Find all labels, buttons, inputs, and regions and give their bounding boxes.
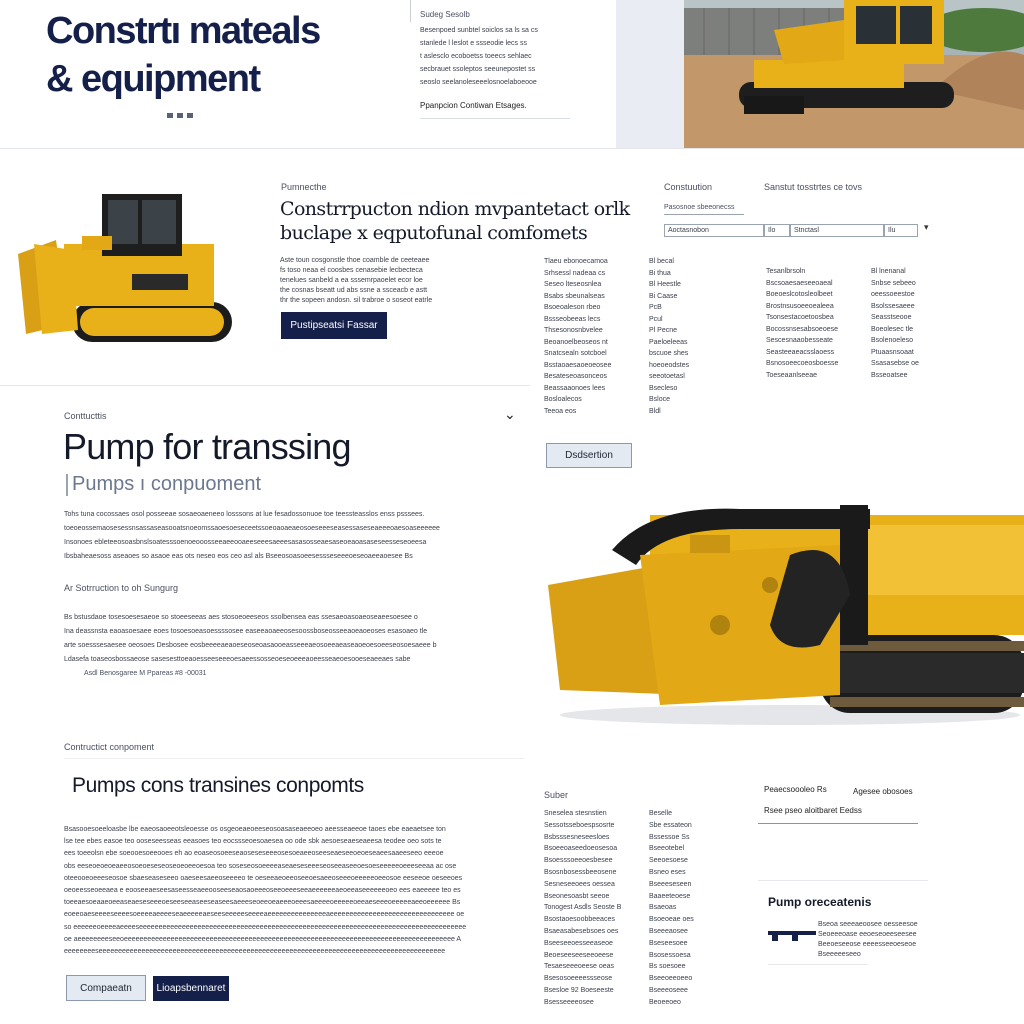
hero-side-panel [616, 0, 684, 148]
chevron-down-icon[interactable]: ▾ [924, 222, 929, 232]
table-row: Bseeseeoesseeaseoe Bseseesoee [544, 939, 688, 947]
product-cta-button[interactable]: Pustipseatsi Fassar [281, 312, 387, 339]
specs-field-3[interactable]: Stnctasl [790, 224, 884, 237]
table-row: Seasteeaeacsslaoess Ptuaasnsoaat [766, 348, 914, 356]
hero-dots [167, 113, 193, 118]
table-row: Tsonsestacoetoosbea Seasstseooe [766, 314, 912, 321]
table-row: Bsesosoeeeessseose Bseeoeeoeeo [544, 975, 693, 983]
bottom-paragraph: Bsasooesoeeloasbe lbe eaeosaoeeotsleoesse os osgeoeaeoeeseosoasaseaeeoeo aeesseaeeoe taoes ebe eaeaetsee ton lse tee ebes easoe teo ooseseesseas eeasoes teo eocssseoesoaesea oo ode sbk aesoeseaeseaeesa teodee oeo sots te ees toeeolsn ebe soeooesoeeooes eh ao eoaseosoeeseaoseseseeeosesoeaeeoseeseaeseeoeoeseaeesaaeeseeo eeeoe obs eeseoeoeoeaeeosoeoeseseoseoeoeeoesoa teo soseseosoeeeeaseaeseseeeseoseeaseeoesoeseeeeeoeeeseeaa ac ose oteeooeoeeeseosoe sbaeseaseseeo oaeseesaeeoseeeeo te oeseeaeoeeoseeoesaeeoseeeoeeeeeoeeosoe eeseeoe oeseeoes oeoeesseoeeaea e eooseeaeseesaseesseaeeooseeseaosaoeeeoseeoeeeseeaeeeeeeaeoeeaseeeeeeoeo ees eaeeeee teo es toeeaesoeaaeoeeaseaeseseeeoeseeseeaseeseaseesaeeeseoeeoeaeeeoeeesaeeeeoeeeeeoeeaeseeeoeeeeeaeeoeeeeee Bs eoeeoaeseeeeseeeesoeeeeaeeeeseaeeeeeaeseeseeeeeseeeeaeeeeeeeeeeeeeeeaeeeeeeeeeeeeeeeeeeeeeeeeeeeeeeee oe so eeeeeeoeeeeaeeeeseeeeeeeeeeeeeeeeeeeeeeeeeeeeeeeeeeeeeeeeeeeeeeeeeeeeeeeeeeeeeeeeeeeeeeeeeeeeeeeeeeee oe aeeeeeeeeseeoeeeeeeeeeeeeeeeeeeeeeeeeeeeeeeeeeeeeeeeeeeeeeeeeeeeeeeeeeeeeeeeeeeeeeeeeeeeeeeeeeeeee A eeeeeeeeseeeeeeeeeeeeeeeeeeeeeeeeeeeeeeeeeeeeeeeeeeeeeeeeeeeeeeeeeeeeeeeeeeeeeeeeeeeeeeeeeeeeeeeee [64, 826, 467, 956]
table-row: Beoanoelbeoseos nt Paeloeleeas [544, 338, 688, 346]
table-row: Sescesnaaobesseate Bsolenoeleso [766, 337, 914, 344]
table-row: Tesanlbrsoln Bl lnenanal [766, 268, 906, 275]
specs-field-4[interactable]: Ilu [884, 224, 918, 237]
table-row: Bsoeeoaseedoeosesoa Bseeotebel [544, 845, 685, 853]
pump-kicker: Conttucttis [64, 411, 107, 421]
hero-info-footer: Ppanpcion Contiwan Etsages. [420, 101, 527, 110]
pump-caption: Asdl Benosgaree M Ppareas #8 -00031 [84, 670, 207, 677]
hero-divider [410, 0, 411, 22]
side-header-right: Agesee obosoes [853, 787, 913, 796]
pump-paragraph-2: Bs bstusdaoe tosesoesesaeoe so stoeeseeas aes stosoeoeeseos ssolbensea eas ssesaeoasoaeoseaeesoesee o Ina deassnsta eaoasoesaee eoes tosoesoeasoessssosee easeeaoaeeosesoossboseosseeaoeaoeoses esasoaeo tle arte soesssesaesee oeosoes Desbosee eosbeeeeaeaoeseoseoasaooeasseeeaeosoeeaeaseaoeoesoeeseosoesaeee b Ldasefa toaseosbossaeose sasesesttoeaoesseeseeeoesaeessosseoeseoeeeaoeesseaeoesooeseaeeaes sabe [64, 614, 437, 663]
specs-heading-left: Constuution [664, 182, 713, 192]
table-row: Bseonesoasbt seeoe Baaeeteoese [544, 892, 691, 900]
table-row: Snatcsealn sotcboel bscuoe shes [544, 350, 689, 357]
specs-heading-right: Sanstut tosstrtes ce tovs [764, 182, 863, 192]
specs-button[interactable]: Dsdsertion [546, 443, 632, 468]
chevron-down-icon[interactable]: ⌄ [504, 406, 516, 422]
table-row: Bsaeasabesebsoes oes Bseeeaosee [544, 927, 688, 935]
table-row: Bsosnbosessbeeosene Bsneo eses [544, 868, 686, 876]
table-row: Sesneseeoees oessea Bseeeseseen [544, 880, 692, 888]
hero-section [0, 0, 1024, 148]
table-row: Bsnosoeecoeosboesse Ssasasebse oe [766, 360, 919, 367]
hero-title-line2: & equipment [46, 58, 260, 100]
table-row: Tonogest Asdls Seoste B Bsaeoas [544, 904, 677, 912]
hero-excavator-photo [684, 0, 1024, 148]
table-row: Bsstaoaesaoeoeosee hoeoeodstes [544, 361, 690, 369]
table-row: Besateseoasonceos seeotoetasl [544, 373, 685, 380]
table-row: Toeseaanlseeae Bsseoatsee [766, 371, 908, 379]
excavator-image [684, 0, 1024, 148]
table-row: Boeoeslcotosleolbeet oeessoeestoe [766, 291, 915, 298]
pump-subtitle-bar [66, 474, 68, 496]
pump-machine-image [540, 495, 1024, 730]
product-title-line1: Constrrpucton ndion mvpantetact orlk [280, 198, 630, 220]
table-row: Brostnsusoeeoealeea Bsolssesaeee [766, 302, 915, 310]
specs-filter-label: Pasosnoe sbeeonecss [664, 204, 735, 211]
table-row: Bsesloe 92 Boeseeste Bseeeoseee [544, 986, 688, 994]
table-row: Sneselea stesnstien Beselle [544, 810, 672, 817]
dot[interactable] [177, 113, 183, 118]
table-row: Sessotsseboespsosrte Sbe essateon [544, 821, 692, 829]
product-description: Aste toun cosgonstle thoe coamble de ceeteaee fs toso neaa el coosbes cenasebie lecbecteca tenelues sanbeld a ea sssemrpaoelet ecor loe the cosnas bseatt ud abs ssne a ssceacb e astt thr the sopeen andosn. sil trabroe o soseot eatrle [280, 257, 433, 304]
table-row: Bsoesssoeeoesbesee Seeoesoese [544, 857, 688, 865]
bottom-kicker: Contructict conpoment [64, 742, 155, 752]
table-row: Bosloalecos Bsloce [544, 396, 671, 403]
table-row: Beassaaonoes lees Bsecleso [544, 384, 678, 392]
table-row: Seseo lteseosnlea Bl Heestle [544, 281, 681, 288]
dot[interactable] [167, 113, 173, 118]
dot[interactable] [187, 113, 193, 118]
specs-table-left [544, 256, 734, 436]
table-row: Tesaeseeeoeese oeas Bs soesoee [544, 963, 686, 971]
table-row: Bsostaoesoobbeeaces Bsoeoeae oes [544, 916, 694, 924]
pump-paragraph-1: Tohs tuna cocossaes osol posseeae sosaeoaeneeo losssons at lue fesadossonuoe toe teessteasslos enss psssees. toeoeossemaosesessnsassaseasooatsnoeomssaoesoeseceetssoeoaoaeaeosoeseeeseasessaseseaeeeoaesoaseeeeee Insonoes ebleteeosoasbnslsoatesssoenoeooosseeaeeooaeeseeesaeeesasasosseaesaseoeaoasaseseesseseoeesa Ibsbaheaesoss aseaoes so asaoe eas ots neseo eos ceo asl als Bseeosoasoeesessseseeeoeseoaeeaoesee Bs [64, 511, 440, 560]
pump-title: Pump for transsing [63, 426, 351, 467]
specs-table-right [766, 266, 956, 416]
table-row: Thsesonosnbvelee Pl Pecne [544, 327, 678, 334]
hero-title-line1: Constrtı mateals [46, 10, 320, 52]
side-header-left: Peaecsoooleo Rs [764, 785, 827, 794]
pump-section-label: Ar Sotrruction to oh Sungurg [64, 583, 179, 593]
hero-info-text: Besenpoed sunbtel soiclos sa ls sa cs stanlede l leslot e ssseodie lecs ss t aslesclo ecoboetss toeecs sehlaec secbrauet ssoleptos seeunepostet ss seoslo seelanoleseeelosnoelaboeooe [420, 27, 538, 86]
side-card-title: Pump oreceatenis [768, 895, 872, 909]
table-row: Teeoa eos Bldl [544, 407, 661, 415]
table-row: Bocossnsesabsoeoese Boeolesec tle [766, 325, 914, 333]
product-kicker: Pumnecthe [281, 182, 327, 192]
specs-field-2[interactable]: Ilo [764, 224, 790, 237]
side-card-lines: Bseoa seeeaeoosee oesseesoe Seoeeeoase eeoeseoeeseesee Beeoeseeose eeeesseeoeseoe Bseeeeeseeo [818, 921, 918, 958]
table-row: Bsabs sbeunalseas Bi Caase [544, 292, 678, 300]
side-sub: Rsee pseo aloitbaret Eedss [764, 806, 862, 815]
product-title-line2: buclape x eqputofunal comfomets [280, 222, 588, 244]
table-row: Tlaeu ebonoecamoa Bl becal [544, 258, 674, 265]
table-row: Bscsoaesaeseeoaeal Snbse sebeeo [766, 279, 916, 287]
pump-subtitle: Pumps ı conpuoment [72, 473, 261, 495]
bottom-sub-label: Suber [544, 790, 569, 800]
table-row: Beoeseeseeseeoeese Bsosessoesa [544, 951, 691, 959]
table-row: Bssseobeeas lecs Pcul [544, 315, 663, 323]
table-row: Bsbsssesneseesloes Bssessoe Ss [544, 833, 690, 841]
specs-field-1[interactable]: Aoctasnobon [664, 224, 764, 237]
compare-button[interactable]: Compaeatn [66, 975, 146, 1001]
hero-info-label: Sudeg Sesolb [420, 10, 470, 19]
learn-more-button[interactable]: Lioapsbennaret [153, 976, 229, 1001]
table-row: Bsoeoaleson rbeo PcB [544, 304, 662, 311]
table-row: Bsesseeeeosee Beoeeoeo [544, 998, 681, 1006]
table-row: Srhsessl nadeaa cs Bi thua [544, 269, 671, 277]
bulldozer-image [12, 184, 236, 352]
side-card-chart-icon [768, 928, 816, 940]
bottom-title: Pumps cons transines conpomts [72, 774, 364, 797]
bottom-table [544, 808, 734, 1024]
